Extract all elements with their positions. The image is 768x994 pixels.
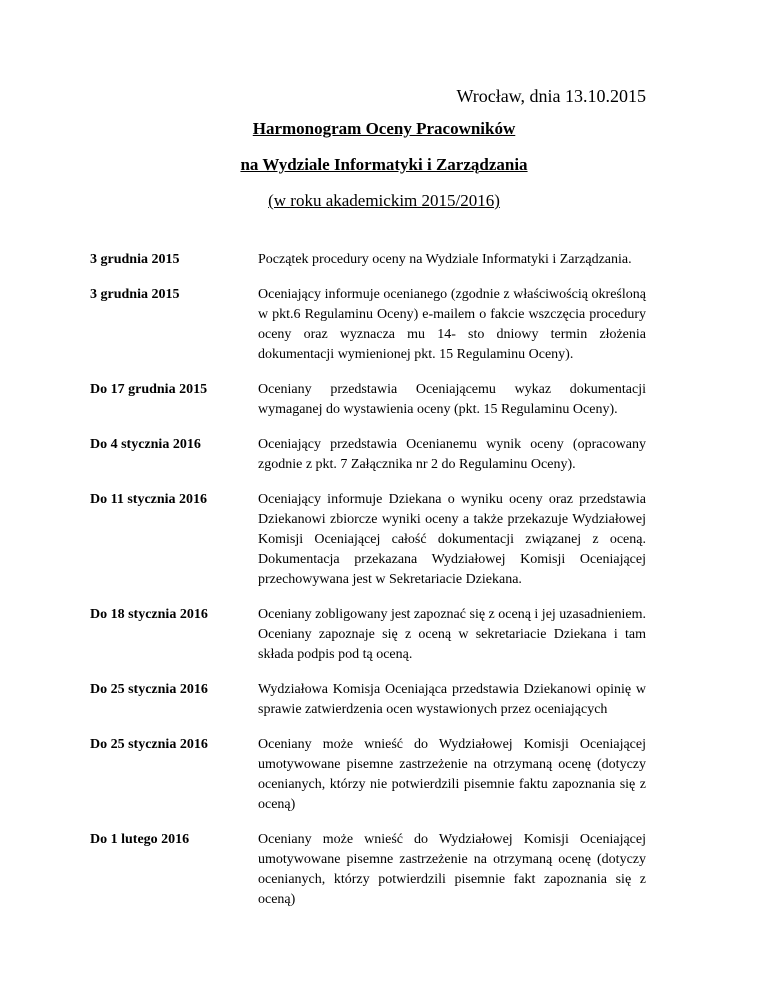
schedule-row (90, 680, 646, 720)
schedule-date: Do 4 stycznia 2016 (90, 437, 201, 452)
schedule-row (90, 605, 646, 665)
schedule-description: Oceniany może wnieść do Wydziałowej Komisji Oceniającej umotywowane pisemne zastrzeżenie na otrzymaną ocenę (dotyczy ocenianych, którzy nie potwierdzili pisemnie faktu zapoznania się z oceną) (258, 737, 646, 812)
schedule-date: Do 18 stycznia 2016 (90, 607, 208, 622)
schedule-date: Do 17 grudnia 2015 (90, 382, 208, 397)
schedule-row (90, 830, 646, 910)
document-title: Harmonogram Oceny Pracowników (252, 119, 516, 138)
schedule-description: Oceniający informuje ocenianego (zgodnie z właściwością określoną w pkt.6 Regulaminu Oceny) e-mailem o fakcie wszczęcia procedury oceny oraz wyznacza mu 14- sto dniowy termin złożenia dokumentacji wymienionej pkt. 15 Regulaminu Oceny). (258, 287, 646, 362)
schedule-description: Początek procedury oceny na Wydziale Informatyki i Zarządzania. (258, 252, 632, 267)
schedule-row (90, 490, 646, 590)
schedule-row (90, 285, 646, 365)
schedule-date: Do 11 stycznia 2016 (90, 492, 208, 507)
schedule-row (90, 380, 646, 420)
schedule-date: Do 25 stycznia 2016 (90, 682, 208, 697)
schedule-description: Oceniany przedstawia Oceniającemu wykaz dokumentacji wymaganej do wystawienia oceny (pkt. 15 Regulaminu Oceny). (258, 382, 646, 417)
schedule-date: Do 1 lutego 2016 (90, 832, 190, 847)
schedule-date: 3 grudnia 2015 (90, 252, 180, 267)
schedule-date: Do 25 stycznia 2016 (90, 737, 208, 752)
schedule-description: Oceniający przedstawia Ocenianemu wynik oceny (opracowany zgodnie z pkt. 7 Załącznika nr 2 do Regulaminu Oceny). (258, 437, 646, 472)
schedule-description: Wydziałowa Komisja Oceniająca przedstawia Dziekanowi opinię w sprawie zatwierdzenia ocen wystawionych przez oceniających (258, 682, 646, 717)
document-subtitle: (w roku akademickim 2015/2016) (268, 191, 500, 210)
schedule-description: Oceniany może wnieść do Wydziałowej Komisji Oceniającej umotywowane pisemne zastrzeżenie na otrzymaną ocenę (dotyczy ocenianych, którzy potwierdzili pisemnie fakt zapoznania się z oceną) (258, 832, 646, 907)
schedule-description: Oceniany zobligowany jest zapoznać się z oceną i jej uzasadnieniem. Oceniany zapoznaje się z oceną w sekretariacie Dziekana i tam składa podpis pod tą oceną. (258, 607, 646, 662)
document-title-faculty: na Wydziale Informatyki i Zarządzania (240, 155, 528, 174)
schedule-date: 3 grudnia 2015 (90, 287, 180, 302)
schedule-row (90, 250, 646, 270)
document-date: Wrocław, dnia 13.10.2015 (456, 86, 646, 106)
schedule-description: Oceniający informuje Dziekana o wyniku oceny oraz przedstawia Dziekanowi zbiorcze wyniki oceny a także przekazuje Wydziałowej Komisji Oceniającej całość dokumentacji związanej z oceną. Dokumentacja przekazana Wydziałowej Komisji Oceniającej przechowywana jest w Sekretariacie Dziekana. (258, 492, 646, 587)
schedule-row (90, 735, 646, 815)
schedule-list (90, 250, 646, 925)
schedule-row (90, 435, 646, 475)
